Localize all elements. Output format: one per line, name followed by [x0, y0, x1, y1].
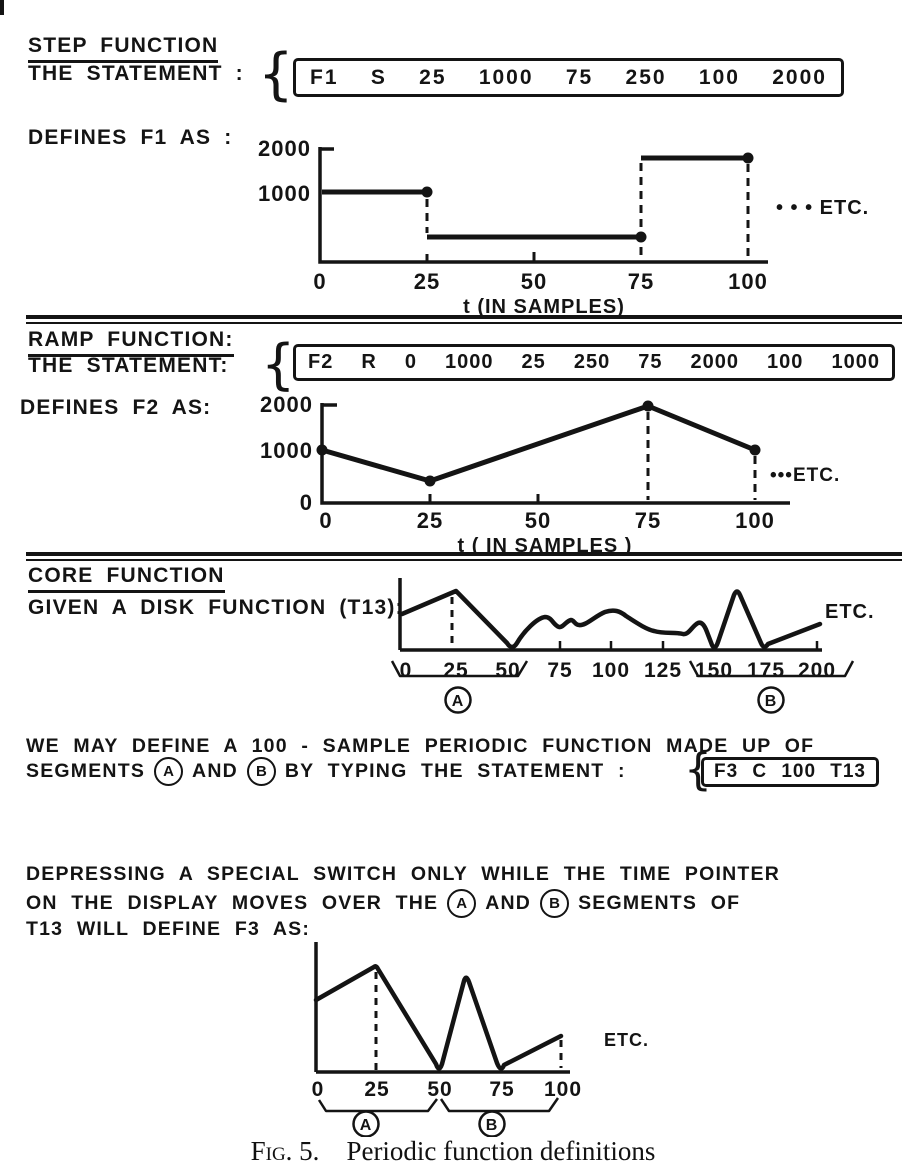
y-tick-label: 1000 — [258, 181, 311, 206]
token: 250 — [625, 65, 667, 89]
x-tick-label: 75 — [547, 659, 573, 682]
x-tick-label: 75 — [627, 269, 655, 294]
figure-number: Fig. 5. — [250, 1136, 320, 1166]
text-part: SEGMENTS — [26, 760, 146, 782]
x-tick-label: 100 — [543, 1078, 583, 1101]
x-tick-label: 175 — [746, 659, 786, 682]
paragraph-line: WE MAY DEFINE A 100 - SAMPLE PERIODIC FUNCTION MADE UP OF — [26, 735, 815, 757]
token: 75 — [638, 351, 663, 373]
token: 75 — [565, 65, 594, 89]
paragraph-line — [26, 889, 740, 918]
x-tick-label: 25 — [364, 1078, 390, 1101]
section-divider — [26, 315, 902, 324]
token: 0 — [404, 351, 417, 373]
data-point — [422, 187, 433, 198]
data-point — [425, 476, 436, 487]
x-tick-label: 125 — [643, 659, 683, 682]
left-brace: { — [258, 42, 294, 107]
token: F1 — [310, 65, 339, 89]
figure-caption — [0, 1136, 906, 1167]
token: 25 — [521, 351, 546, 373]
token: 1000 — [831, 351, 880, 373]
data-point — [317, 445, 328, 456]
segment-b-label: B — [764, 693, 778, 710]
ramp-defines-label: DEFINES F2 AS: — [20, 396, 212, 419]
token: 250 — [573, 351, 611, 373]
token: F2 — [308, 351, 334, 373]
x-tick-label: 25 — [416, 508, 444, 533]
text-part: SEGMENTS OF — [578, 892, 741, 914]
token: 100 — [698, 65, 740, 89]
token: S — [370, 65, 387, 89]
disk-function-plot — [385, 572, 906, 720]
segment-a-label: A — [163, 763, 174, 780]
core-given-label: GIVEN A DISK FUNCTION (T13): — [28, 596, 404, 619]
token: 25 — [419, 65, 447, 89]
left-brace: { — [261, 333, 296, 396]
etc-annotation: ETC. — [825, 601, 875, 623]
x-tick-label: 50 — [524, 508, 552, 533]
step-section-title: STEP FUNCTION — [28, 34, 218, 63]
ramp-section-title: RAMP FUNCTION: — [28, 328, 234, 357]
etc-annotation: •••ETC. — [770, 465, 841, 486]
etc-annotation: ETC. — [604, 1030, 650, 1050]
left-brace: { — [684, 744, 712, 795]
x-tick-label: 75 — [634, 508, 662, 533]
x-axis-label: t ( IN SAMPLES ) — [457, 535, 633, 557]
token: C — [752, 761, 768, 782]
token: F3 — [714, 761, 739, 782]
circled-a — [154, 757, 183, 786]
x-tick-label: 0 — [313, 269, 327, 294]
x-axis-label: t (IN SAMPLES) — [463, 296, 625, 318]
x-tick-label: 25 — [443, 659, 469, 682]
token: 100 — [767, 351, 804, 373]
text-part: AND — [192, 760, 238, 782]
token: 1000 — [445, 351, 494, 373]
section-divider — [26, 552, 902, 561]
x-tick-label: 0 — [311, 1078, 325, 1101]
core-section-title: CORE FUNCTION — [28, 564, 225, 593]
x-tick-label: 0 — [319, 508, 333, 533]
ramp-function-plot — [235, 390, 906, 560]
ramp-polyline — [322, 406, 755, 481]
circled-b — [540, 889, 569, 918]
x-tick-label: 50 — [520, 269, 548, 294]
statement-box-f3 — [701, 757, 879, 787]
statement-box-f2 — [293, 344, 895, 381]
etc-annotation: • • • ETC. — [776, 197, 870, 219]
data-point — [643, 401, 654, 412]
step-function-plot — [225, 128, 906, 318]
x-tick-label: 100 — [591, 659, 631, 682]
f3-curve — [316, 966, 561, 1068]
x-tick-label: 0 — [399, 659, 413, 682]
y-tick-label: 2000 — [260, 392, 313, 417]
x-tick-label: 200 — [797, 659, 837, 682]
circled-a — [447, 889, 476, 918]
step-statement-label: THE STATEMENT : — [28, 62, 244, 85]
paragraph-line: DEPRESSING A SPECIAL SWITCH ONLY WHILE THE TIME POINTER — [26, 863, 781, 885]
data-point — [750, 445, 761, 456]
y-tick-label: 1000 — [260, 438, 313, 463]
axes — [322, 403, 790, 503]
segment-a-label: A — [451, 693, 465, 710]
segment-b-label: B — [549, 895, 560, 912]
data-point — [743, 153, 754, 164]
x-tick-label: 150 — [694, 659, 734, 682]
axes — [320, 147, 768, 262]
step-defines-label: DEFINES F1 AS : — [28, 126, 233, 149]
segment-b-label: B — [485, 1117, 499, 1134]
segment-a-label: A — [456, 895, 468, 912]
y-tick-label: 2000 — [258, 136, 311, 161]
token: R — [361, 351, 377, 373]
paragraph-line — [26, 757, 626, 786]
paragraph-line: T13 WILL DEFINE F3 AS: — [26, 918, 311, 940]
segment-b-label: B — [255, 763, 267, 780]
x-tick-label: 50 — [495, 659, 521, 682]
token: 1000 — [478, 65, 534, 89]
x-tick-label: 50 — [427, 1078, 453, 1101]
x-tick-label: 75 — [489, 1078, 515, 1101]
segment-a-label: A — [359, 1117, 373, 1134]
disk-function-curve — [402, 591, 820, 647]
caption-text: Periodic function definitions — [346, 1136, 656, 1166]
token: 2000 — [690, 351, 740, 373]
f3-function-plot — [280, 935, 700, 1137]
ramp-statement-label: THE STATEMENT: — [28, 354, 229, 377]
scan-artifact — [0, 0, 4, 15]
circled-b — [247, 757, 276, 786]
x-tick-label: 100 — [728, 269, 768, 294]
text-part: AND — [485, 892, 532, 914]
token: 2000 — [772, 65, 827, 89]
text-part: BY TYPING THE STATEMENT : — [284, 760, 626, 782]
y-tick-label: 0 — [299, 490, 313, 515]
x-tick-label: 25 — [413, 269, 441, 294]
x-tick-label: 100 — [735, 508, 775, 533]
text-part: ON THE DISPLAY MOVES OVER THE — [26, 892, 439, 914]
token: T13 — [830, 761, 866, 782]
statement-box-f1 — [293, 58, 844, 97]
token: 100 — [781, 761, 817, 782]
